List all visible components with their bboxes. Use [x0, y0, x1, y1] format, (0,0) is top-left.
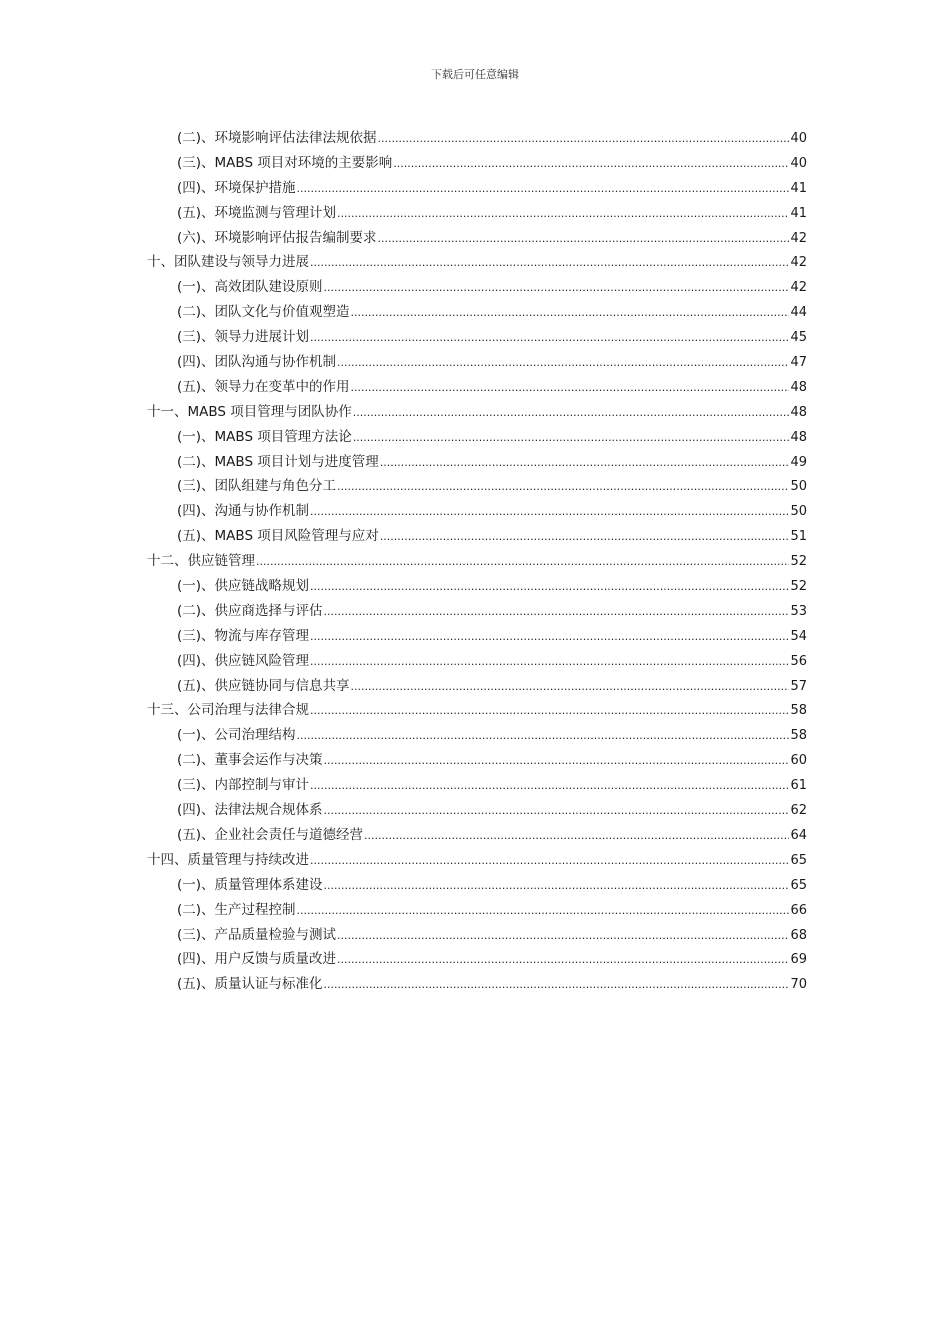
- toc-section-entry[interactable]: [147, 773, 807, 798]
- toc-section-entry[interactable]: [147, 574, 807, 599]
- toc-dot-leader: [310, 699, 789, 724]
- toc-page-number: 42: [790, 230, 807, 246]
- toc-dot-leader: [297, 177, 790, 202]
- toc-chapter-entry[interactable]: [147, 250, 807, 275]
- toc-entry-label: (四)、沟通与协作机制: [177, 503, 310, 520]
- toc-chapter-entry[interactable]: [147, 549, 807, 574]
- toc-dot-leader: [337, 475, 789, 500]
- toc-page-number: 48: [790, 379, 807, 395]
- toc-dot-leader: [337, 202, 789, 227]
- toc-dot-leader: [337, 924, 789, 949]
- toc-section-entry[interactable]: [147, 748, 807, 773]
- toc-section-entry[interactable]: [147, 674, 807, 699]
- toc-entry-label: (四)、环境保护措施: [177, 179, 296, 196]
- toc-page-number: 48: [790, 404, 807, 420]
- toc-chapter-entry[interactable]: [147, 848, 807, 873]
- toc-dot-leader: [353, 426, 790, 451]
- toc-section-entry[interactable]: [147, 823, 807, 848]
- toc-dot-leader: [310, 500, 789, 525]
- toc-entry-label: 十、团队建设与领导力进展: [147, 254, 309, 271]
- toc-dot-leader: [310, 625, 789, 650]
- toc-page-number: 62: [790, 803, 807, 819]
- toc-dot-leader: [256, 550, 789, 575]
- toc-entry-label: (一)、供应链战略规划: [177, 578, 310, 595]
- toc-section-entry[interactable]: [147, 151, 807, 176]
- toc-page-number: 49: [790, 454, 807, 470]
- toc-dot-leader: [364, 824, 789, 849]
- toc-entry-label: (五)、质量认证与标准化: [177, 976, 323, 993]
- toc-dot-leader: [310, 849, 789, 874]
- toc-dot-leader: [310, 575, 789, 600]
- toc-entry-label: 十一、MABS 项目管理与团队协作: [147, 403, 352, 420]
- toc-page-number: 48: [790, 429, 807, 445]
- toc-section-entry[interactable]: [147, 300, 807, 325]
- toc-page-number: 53: [790, 603, 807, 619]
- toc-page-number: 52: [790, 554, 807, 570]
- toc-page-number: 40: [790, 131, 807, 146]
- toc-section-entry[interactable]: [147, 201, 807, 226]
- toc-dot-leader: [310, 650, 789, 675]
- toc-entry-label: (五)、环境监测与管理计划: [177, 204, 337, 221]
- toc-page-number: 42: [790, 280, 807, 296]
- toc-dot-leader: [324, 874, 790, 899]
- toc-page-number: 70: [790, 977, 807, 993]
- toc-entry-label: (二)、MABS 项目计划与进度管理: [177, 453, 379, 470]
- toc-entry-label: (三)、产品质量检验与测试: [177, 926, 337, 943]
- page-header: 下载后可任意编辑: [431, 68, 519, 81]
- toc-section-entry[interactable]: [147, 499, 807, 524]
- toc-dot-leader: [380, 525, 790, 550]
- toc-dot-leader: [351, 675, 790, 700]
- toc-page-number: 51: [790, 529, 807, 545]
- toc-section-entry[interactable]: [147, 325, 807, 350]
- toc-entry-label: (五)、企业社会责任与道德经营: [177, 826, 364, 843]
- toc-section-entry[interactable]: [147, 898, 807, 923]
- toc-dot-leader: [310, 251, 789, 276]
- toc-page-number: 41: [790, 180, 807, 196]
- toc-section-entry[interactable]: [147, 226, 807, 251]
- toc-dot-leader: [378, 227, 790, 252]
- toc-page-number: 65: [790, 877, 807, 893]
- toc-entry-label: (五)、领导力在变革中的作用: [177, 378, 350, 395]
- toc-entry-label: (三)、内部控制与审计: [177, 777, 310, 794]
- toc-entry-label: (三)、领导力进展计划: [177, 329, 310, 346]
- toc-entry-label: (三)、MABS 项目对环境的主要影响: [177, 154, 393, 171]
- toc-dot-leader: [378, 127, 790, 152]
- table-of-contents: [147, 126, 807, 997]
- toc-section-entry[interactable]: [147, 624, 807, 649]
- toc-entry-label: (二)、团队文化与价值观塑造: [177, 304, 350, 321]
- toc-section-entry[interactable]: [147, 474, 807, 499]
- toc-entry-label: (一)、高效团队建设原则: [177, 279, 323, 296]
- toc-entry-label: (一)、质量管理体系建设: [177, 876, 323, 893]
- toc-section-entry[interactable]: [147, 176, 807, 201]
- toc-page-number: 52: [790, 579, 807, 595]
- toc-entry-label: 十三、公司治理与法律合规: [147, 702, 309, 719]
- toc-entry-label: (六)、环境影响评估报告编制要求: [177, 229, 377, 246]
- toc-dot-leader: [324, 973, 790, 998]
- toc-chapter-entry[interactable]: [147, 698, 807, 723]
- toc-entry-label: (二)、供应商选择与评估: [177, 602, 323, 619]
- toc-dot-leader: [324, 276, 790, 301]
- toc-page-number: 58: [790, 728, 807, 744]
- toc-dot-leader: [324, 799, 790, 824]
- toc-entry-label: 十四、质量管理与持续改进: [147, 851, 309, 868]
- toc-page-number: 47: [790, 355, 807, 371]
- toc-dot-leader: [310, 326, 789, 351]
- toc-section-entry[interactable]: [147, 425, 807, 450]
- toc-page-number: 65: [790, 852, 807, 868]
- toc-page-number: 45: [790, 330, 807, 346]
- toc-section-entry[interactable]: [147, 972, 807, 997]
- toc-dot-leader: [297, 899, 790, 924]
- toc-entry-label: 十二、供应链管理: [147, 553, 255, 570]
- toc-page-number: 50: [790, 479, 807, 495]
- toc-dot-leader: [353, 401, 790, 426]
- toc-dot-leader: [324, 749, 790, 774]
- toc-page-number: 60: [790, 753, 807, 769]
- toc-page-number: 40: [790, 155, 807, 171]
- toc-dot-leader: [351, 376, 790, 401]
- toc-page-number: 44: [790, 305, 807, 321]
- toc-page-number: 58: [790, 703, 807, 719]
- toc-dot-leader: [351, 301, 790, 326]
- toc-entry-label: (五)、MABS 项目风险管理与应对: [177, 528, 379, 545]
- toc-page-number: 56: [790, 653, 807, 669]
- toc-section-entry[interactable]: [147, 275, 807, 300]
- toc-section-entry[interactable]: [147, 923, 807, 948]
- toc-page-number: 42: [790, 255, 807, 271]
- toc-entry-label: (二)、环境影响评估法律法规依据: [177, 130, 377, 146]
- toc-page-number: 68: [790, 927, 807, 943]
- toc-entry-label: (四)、供应链风险管理: [177, 652, 310, 669]
- toc-entry-label: (四)、法律法规合规体系: [177, 802, 323, 819]
- toc-entry-label: (二)、董事会运作与决策: [177, 752, 323, 769]
- toc-entry-label: (二)、生产过程控制: [177, 901, 296, 918]
- toc-entry-label: (三)、团队组建与角色分工: [177, 478, 337, 495]
- toc-section-entry[interactable]: [147, 649, 807, 674]
- toc-section-entry[interactable]: [147, 873, 807, 898]
- toc-section-entry[interactable]: [147, 947, 807, 972]
- toc-section-entry[interactable]: [147, 450, 807, 475]
- toc-entry-label: (一)、公司治理结构: [177, 727, 296, 744]
- toc-page-number: 61: [790, 778, 807, 794]
- toc-section-entry[interactable]: [147, 524, 807, 549]
- toc-entry-label: (一)、MABS 项目管理方法论: [177, 428, 352, 445]
- toc-page-number: 50: [790, 504, 807, 520]
- toc-entry-label: (四)、团队沟通与协作机制: [177, 354, 337, 371]
- toc-section-entry[interactable]: [147, 599, 807, 624]
- toc-dot-leader: [393, 152, 789, 177]
- toc-page-number: 64: [790, 827, 807, 843]
- toc-page-number: 41: [790, 205, 807, 221]
- toc-page-number: 69: [790, 952, 807, 968]
- toc-entry-label: (四)、用户反馈与质量改进: [177, 951, 337, 968]
- toc-section-entry[interactable]: [147, 723, 807, 748]
- toc-dot-leader: [324, 600, 790, 625]
- toc-section-entry[interactable]: [147, 350, 807, 375]
- toc-page-number: 54: [790, 628, 807, 644]
- toc-chapter-entry[interactable]: [147, 400, 807, 425]
- toc-section-entry[interactable]: [147, 798, 807, 823]
- toc-dot-leader: [310, 774, 789, 799]
- toc-dot-leader: [297, 724, 790, 749]
- toc-page-number: 66: [790, 902, 807, 918]
- toc-page-number: 57: [790, 678, 807, 694]
- toc-entry-label: (五)、供应链协同与信息共享: [177, 677, 350, 694]
- toc-section-entry[interactable]: [147, 126, 807, 151]
- toc-dot-leader: [337, 948, 789, 973]
- toc-dot-leader: [380, 451, 790, 476]
- toc-dot-leader: [337, 351, 789, 376]
- toc-entry-label: (三)、物流与库存管理: [177, 627, 310, 644]
- toc-section-entry[interactable]: [147, 375, 807, 400]
